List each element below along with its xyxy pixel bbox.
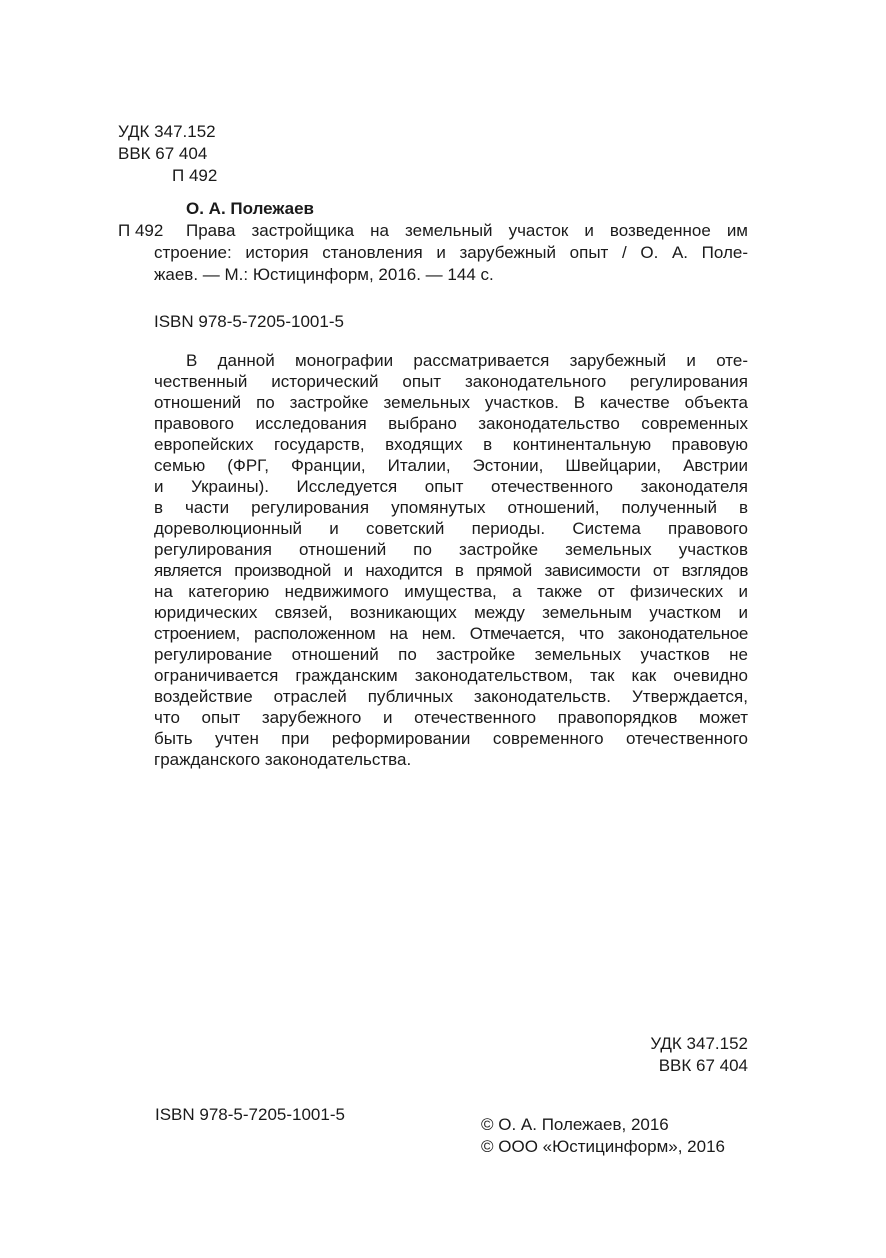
author-heading: О. А. Полежаев <box>186 199 314 218</box>
abstract-line: чественный исторический опыт законодательного регулирования <box>154 372 748 391</box>
abstract-line: европейских государств, входящих в континентальную правовую <box>154 435 748 454</box>
footer-bbk-code: ВВК 67 404 <box>658 1056 748 1075</box>
abstract-line: В данной монографии рассматривается зарубежный и оте- <box>186 351 748 370</box>
abstract <box>154 350 748 770</box>
author-sign: П 492 <box>172 166 218 185</box>
abstract-line: отношений по застройке земельных участков. В качестве объекта <box>154 393 748 412</box>
record-title-line: Права застройщика на земельный участок и возведенное им <box>186 221 748 240</box>
abstract-line: регулирования отношений по застройке земельных участков <box>154 540 748 559</box>
abstract-line: дореволюционный и советский периоды. Система правового <box>154 519 748 538</box>
abstract-line: в части регулирования упомянутых отношений, полученный в <box>154 498 748 517</box>
copyright-publisher: © ООО «Юстицинформ», 2016 <box>481 1137 725 1156</box>
record-isbn: ISBN 978-5-7205-1001-5 <box>154 312 344 331</box>
record-title-line: строение: история становления и зарубежный опыт / О. А. Поле- <box>154 243 748 262</box>
abstract-line: гражданского законодательства. <box>154 750 412 769</box>
abstract-line: строением, расположенном на нем. Отмечается, что законодательное <box>154 624 748 643</box>
copyright-author: © О. А. Полежаев, 2016 <box>481 1115 669 1134</box>
udk-code: УДК 347.152 <box>118 122 216 141</box>
abstract-line: правового исследования выбрано законодательство современных <box>154 414 748 433</box>
record-sign: П 492 <box>118 221 164 240</box>
abstract-line: воздействие отраслей публичных законодательств. Утверждается, <box>154 687 748 706</box>
footer-isbn: ISBN 978-5-7205-1001-5 <box>155 1105 345 1124</box>
abstract-line: юридических связей, возникающих между земельным участком и <box>154 603 748 622</box>
footer-udk-code: УДК 347.152 <box>650 1034 748 1053</box>
abstract-line: ограничивается гражданским законодательством, так как очевидно <box>154 666 748 685</box>
abstract-line: на категорию недвижимого имущества, а также от физических и <box>154 582 748 601</box>
abstract-line: и Украины). Исследуется опыт отечественного законодателя <box>154 477 748 496</box>
abstract-line: что опыт зарубежного и отечественного правопорядков может <box>154 708 748 727</box>
abstract-line: является производной и находится в прямой зависимости от взглядов <box>154 561 748 580</box>
abstract-line: быть учтен при реформировании современного отечественного <box>154 729 748 748</box>
record-title-line: жаев. — М.: Юстицинформ, 2016. — 144 с. <box>154 265 494 284</box>
bbk-code: ВВК 67 404 <box>118 144 208 163</box>
abstract-line: регулирование отношений по застройке земельных участков не <box>154 645 748 664</box>
abstract-line: семью (ФРГ, Франции, Италии, Эстонии, Швейцарии, Австрии <box>154 456 748 475</box>
